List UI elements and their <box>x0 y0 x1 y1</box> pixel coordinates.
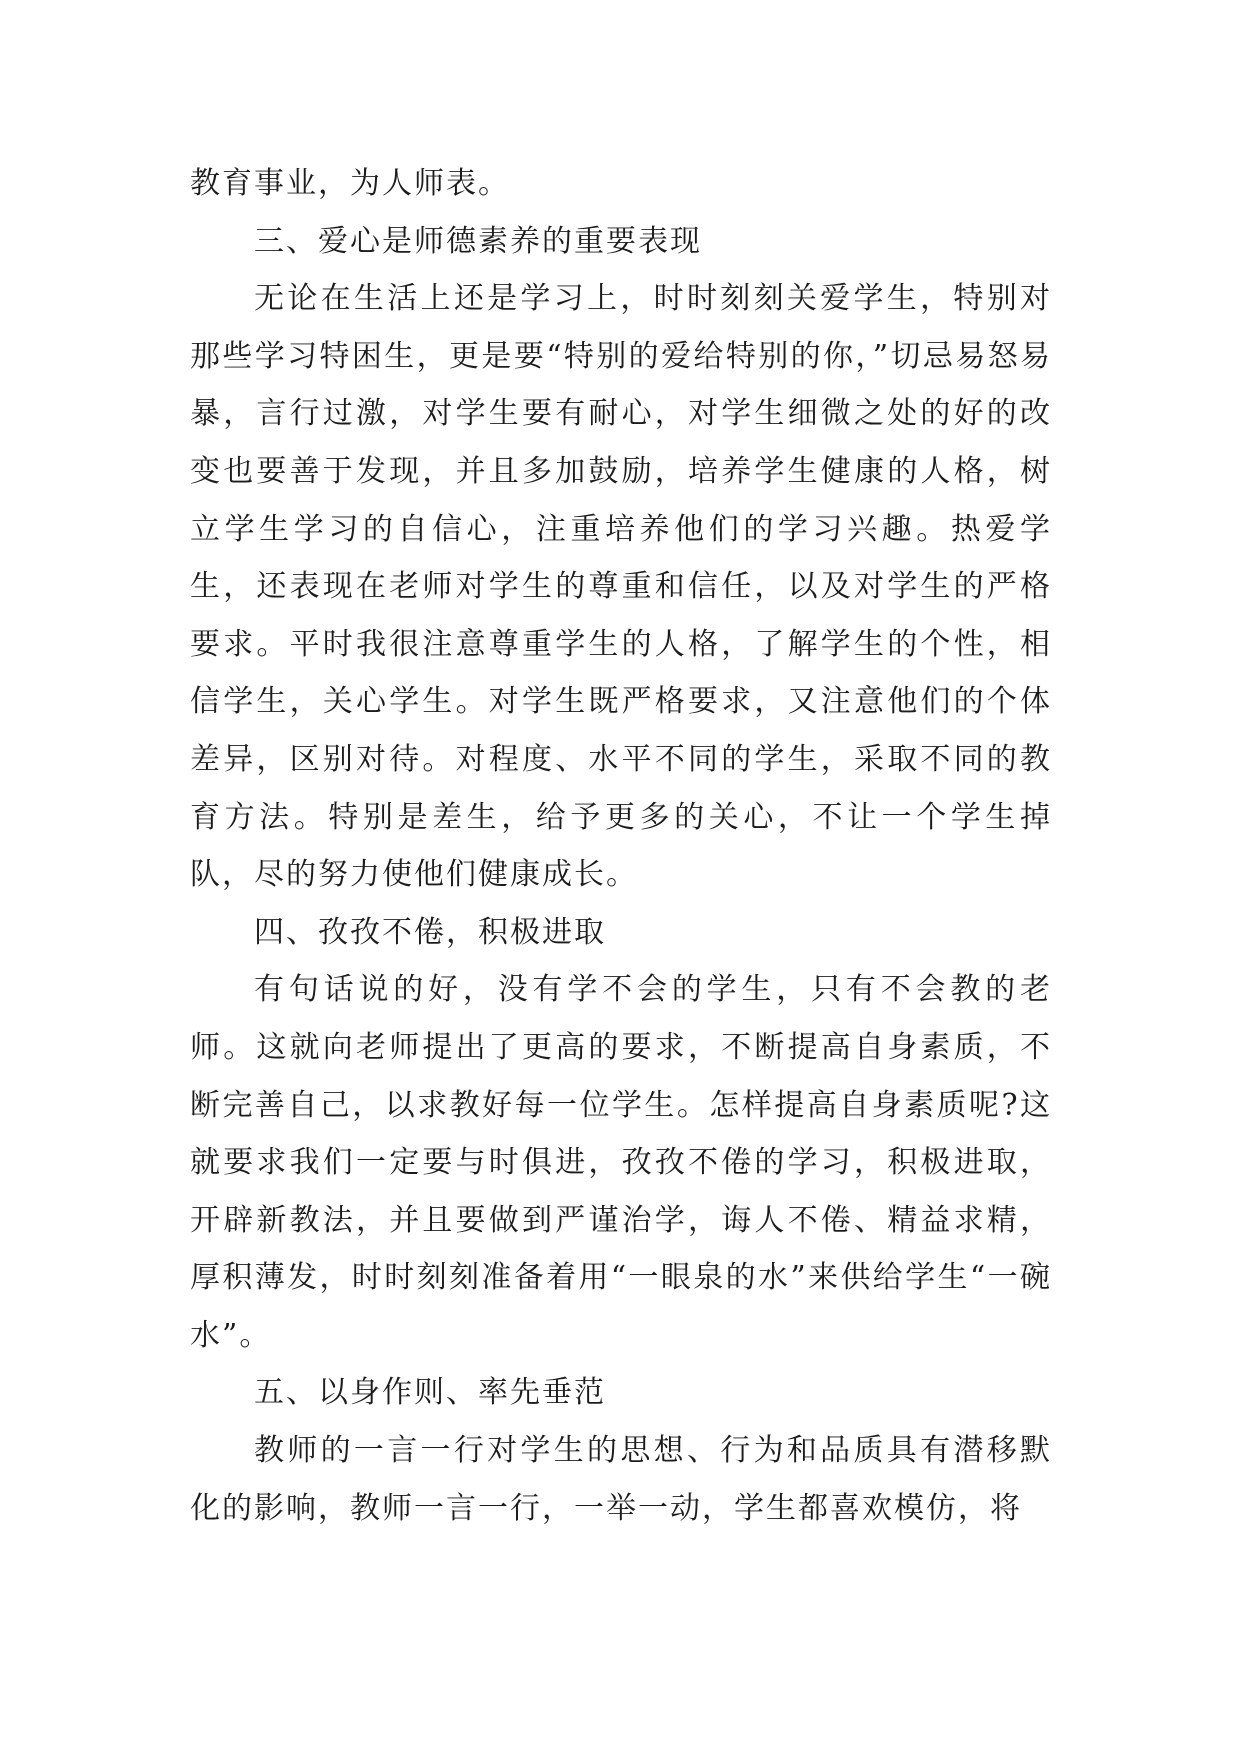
paragraph-example: 教师的一言一行对学生的思想、行为和品质具有潜移默化的影响，教师一言一行，一举一动，学生都喜欢模仿，将 <box>190 1433 1052 1526</box>
document-body <box>190 155 1052 1537</box>
section-heading-4: 四、孜孜不倦，积极进取 <box>254 914 606 950</box>
paragraph-continuation: 教育事业，为人师表。 <box>190 166 510 201</box>
paragraph-diligence: 有句话说的好，没有学不会的学生，只有不会教的老师。这就向老师提出了更高的要求，不断提高自身素质，不断完善自己，以求教好每一位学生。怎样提高自身素质呢?这就要求我们一定要与时俱进，孜孜不倦的学习，积极进取，开辟新教法，并且要做到严谨治学，诲人不倦、精益求精，厚积薄发，时时刻刻准备着用“一眼泉的水”来供给学生“一碗水”。 <box>190 972 1052 1353</box>
section-heading-5: 五、以身作则、率先垂范 <box>254 1375 606 1411</box>
paragraph-love: 无论在生活上还是学习上，时时刻刻关爱学生，特别对那些学习特困生，更是要“特别的爱给特别的你，”切忌易怒易暴，言行过激，对学生要有耐心，对学生细微之处的好的改变也要善于发现，并且多加鼓励，培养学生健康的人格，树立学生学习的自信心，注重培养他们的学习兴趣。热爱学生，还表现在老师对学生的尊重和信任，以及对学生的严格要求。平时我很注意尊重学生的人格，了解学生的个性，相信学生，关心学生。对学生既严格要求，又注意他们的个体差异，区别对待。对程度、水平不同的学生，采取不同的教育方法。特别是差生，给予更多的关心，不让一个学生掉队，尽的努力使他们健康成长。 <box>190 281 1052 893</box>
section-heading-3: 三、爱心是师德素养的重要表现 <box>254 223 702 259</box>
